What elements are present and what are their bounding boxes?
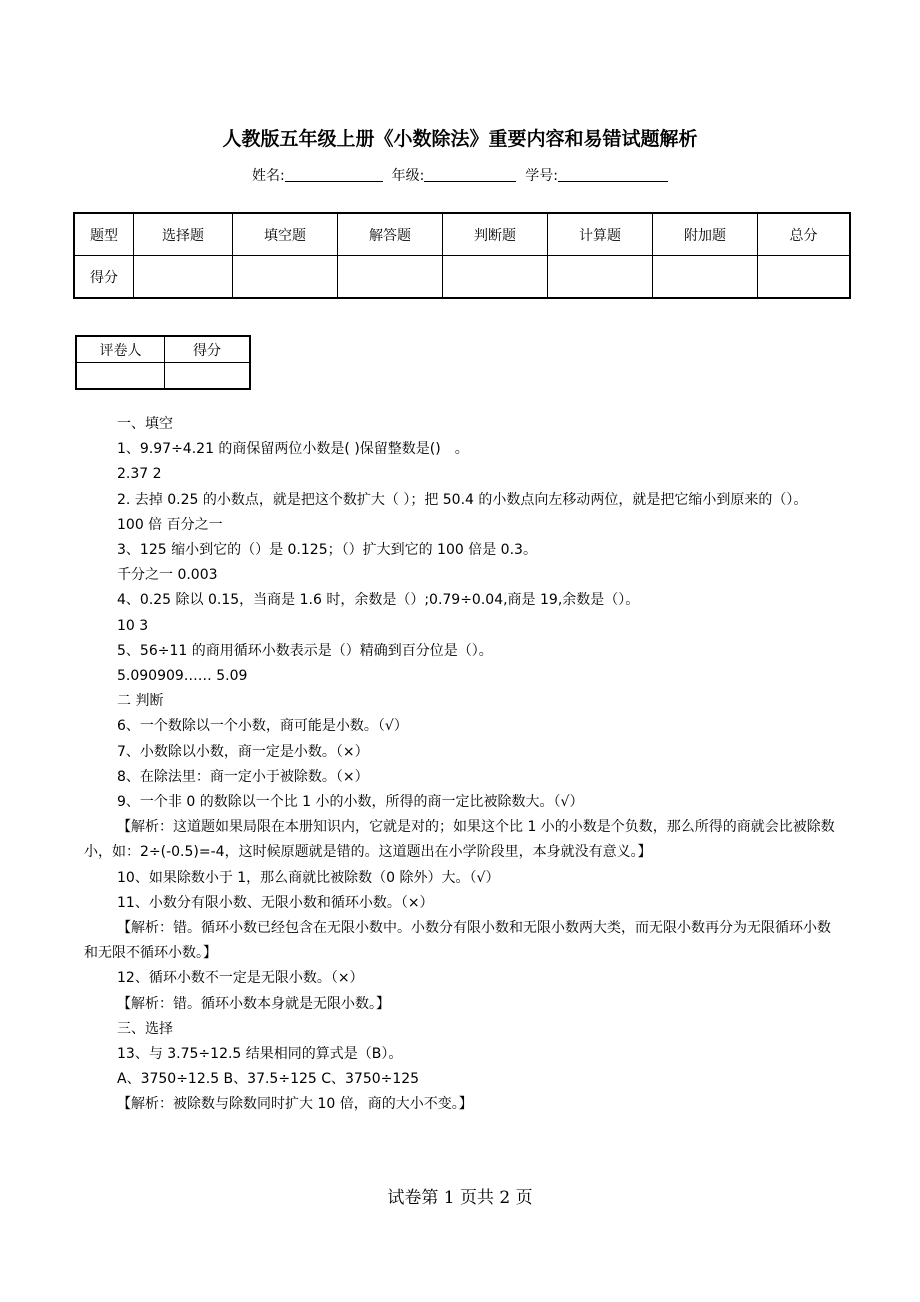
content-line: 12、循环小数不一定是无限小数。（×） [117, 970, 364, 987]
content-line: 11、小数分有限小数、无限小数和循环小数。（×） [117, 894, 434, 911]
grade-field[interactable] [424, 167, 516, 182]
table-row [76, 363, 250, 390]
table-header-cell: 选择题 [134, 213, 233, 256]
content-line: 一、填空 [117, 416, 173, 432]
question-content [84, 412, 842, 1118]
id-label: 学号: [525, 168, 558, 184]
table-header-cell: 题型 [74, 213, 134, 256]
content-line: 9、一个非 0 的数除以一个比 1 小的小数，所得的商一定比被除数大。（√） [117, 794, 584, 811]
content-line: A、3750÷12.5 B、37.5÷125 C、3750÷125 [117, 1071, 420, 1088]
name-field[interactable] [285, 167, 383, 182]
content-line: 1、9.97÷4.21 的商保留两位小数是( )保留整数是() 。 [117, 441, 469, 458]
content-line: 2. 去掉 0.25 的小数点，就是把这个数扩大（ ）；把 50.4 的小数点向左移动两位，就是把它缩小到原来的（）。 [117, 491, 808, 508]
table-header-cell: 填空题 [233, 213, 338, 256]
score-cell[interactable] [338, 256, 443, 299]
table-row [76, 336, 250, 363]
score-cell[interactable] [653, 256, 758, 299]
content-line: 10 3 [117, 617, 149, 634]
content-line: 【解析：错。循环小数本身就是无限小数。】 [117, 995, 390, 1012]
page-title: 人教版五年级上册《小数除法》重要内容和易错试题解析 [222, 128, 698, 150]
content-line: 100 倍 百分之一 [117, 516, 223, 533]
content-line: 7、小数除以小数，商一定是小数。（×） [117, 743, 369, 760]
content-line: 二 判断 [117, 693, 164, 710]
table-row [74, 213, 850, 256]
table-header-cell: 评卷人 [76, 336, 165, 363]
content-line: 千分之一 0.003 [117, 567, 218, 584]
content-line: 8、在除法里：商一定小于被除数。（×） [117, 768, 369, 785]
score-cell[interactable] [233, 256, 338, 299]
content-line: 13、与 3.75÷12.5 结果相同的算式是（B）。 [117, 1046, 403, 1063]
name-label: 姓名: [252, 168, 285, 184]
student-info-line [0, 165, 920, 185]
content-line: 10、如果除数小于 1，那么商就比被除数（0 除外）大。（√） [117, 869, 500, 886]
score-cell[interactable] [548, 256, 653, 299]
content-line: 5.090909…… 5.09 [117, 668, 248, 685]
page-footer: 试卷第 1 页共 2 页 [387, 1188, 533, 1208]
score-cell[interactable] [134, 256, 233, 299]
table-header-cell: 得分 [165, 336, 251, 363]
content-line: 【解析：这道题如果局限在本册知识内，它就是对的；如果这个比 1 小的小数是个负数，那么所得的商就会比被除数小，如：2÷(-0.5)=-4，这时候原题就是错的。这道题出在小学阶段里，本身就没有意义。】 [84, 819, 835, 861]
grader-table [75, 335, 251, 390]
id-field[interactable] [558, 167, 668, 182]
row-label: 得分 [74, 256, 134, 299]
content-line: 6、一个数除以一个小数，商可能是小数。（√） [117, 718, 408, 735]
table-header-cell: 解答题 [338, 213, 443, 256]
table-header-cell: 判断题 [443, 213, 548, 256]
content-line: 【解析：被除数与除数同时扩大 10 倍，商的大小不变。】 [117, 1096, 473, 1113]
grade-label: 年级: [391, 168, 425, 184]
content-line: 【解析：错。循环小数已经包含在无限小数中。小数分有限小数和无限小数两大类，而无限小数再分为无限循环小数和无限不循环小数。】 [84, 920, 831, 962]
table-row [74, 256, 850, 299]
content-line: 2.37 2 [117, 466, 162, 483]
content-line: 4、0.25 除以 0.15，当商是 1.6 时，余数是（）;0.79÷0.04,商是 19,余数是（）。 [117, 592, 640, 609]
content-line: 3、125 缩小到它的（）是 0.125；（）扩大到它的 100 倍是 0.3。 [117, 542, 537, 559]
content-line: 三、选择 [117, 1020, 173, 1037]
score-cell[interactable] [758, 256, 851, 299]
score-cell[interactable] [443, 256, 548, 299]
grader-score-cell[interactable] [165, 363, 251, 390]
table-header-cell: 附加题 [653, 213, 758, 256]
grader-cell[interactable] [76, 363, 165, 390]
content-line: 5、56÷11 的商用循环小数表示是（）精确到百分位是（）。 [117, 642, 493, 659]
table-header-cell: 总分 [758, 213, 851, 256]
score-table [73, 212, 851, 299]
table-header-cell: 计算题 [548, 213, 653, 256]
